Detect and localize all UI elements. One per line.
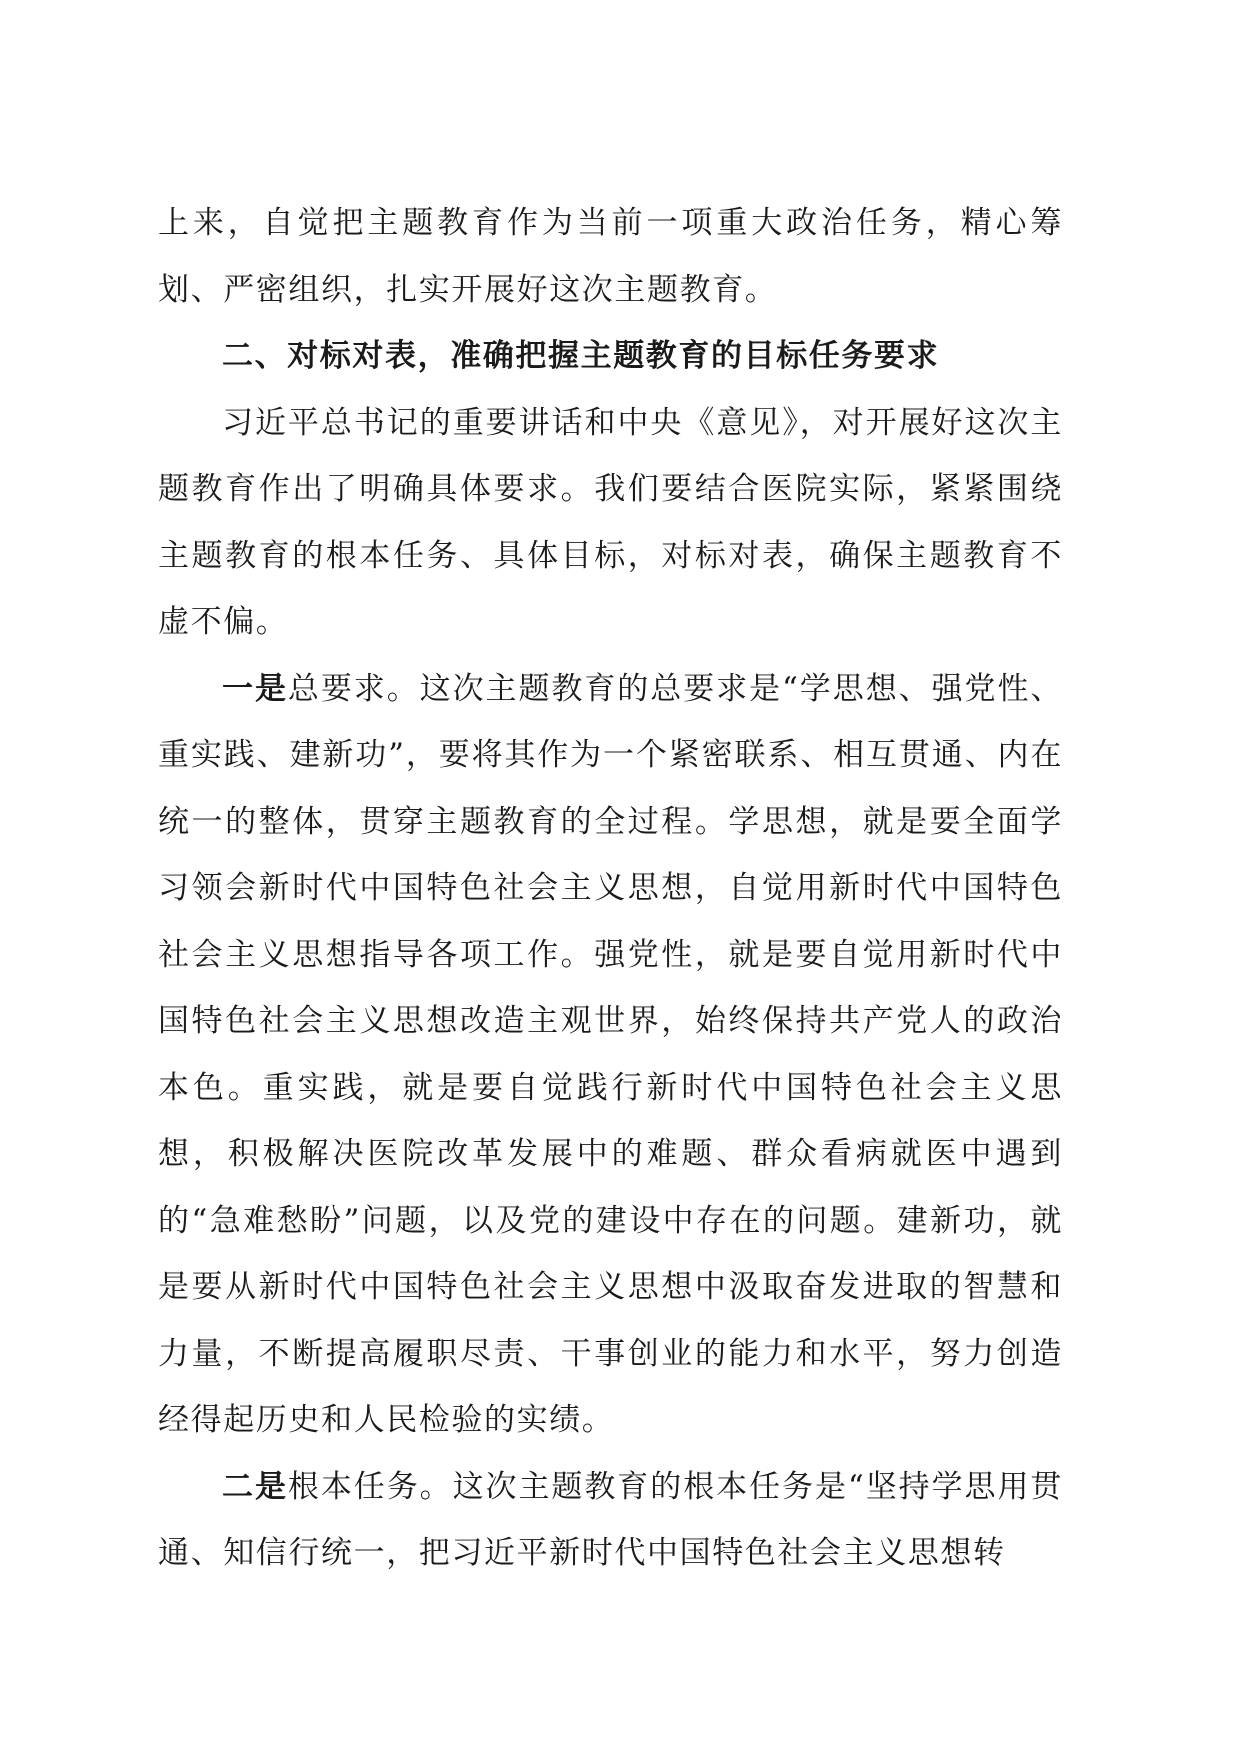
- section-heading: 二、对标对表，准确把握主题教育的目标任务要求: [222, 338, 940, 374]
- intro-paragraph: 习近平总书记的重要讲话和中央《意见》，对开展好这次主题教育作出了明确具体要求。我们要结合医院实际，紧紧围绕主题教育的根本任务、具体目标，对标对表，确保主题教育不虚不偏。: [158, 404, 1063, 640]
- document-body: [158, 190, 1063, 1587]
- point-two-lead: 二是: [222, 1468, 288, 1505]
- point-one-body: 总要求。这次主题教育的总要求是“学思想、强党性、重实践、建新功”，要将其作为一个紧密联系、相互贯通、内在统一的整体，贯穿主题教育的全过程。学思想，就是要全面学习领会新时代中国特色社会主义思想，自觉用新时代中国特色社会主义思想指导各项工作。强党性，就是要自觉用新时代中国特色社会主义思想改造主观世界，始终保持共产党人的政治本色。重实践，就是要自觉践行新时代中国特色社会主义思想，积极解决医院改革发展中的难题、群众看病就医中遇到的“急难愁盼”问题，以及党的建设中存在的问题。建新功，就是要从新时代中国特色社会主义思想中汲取奋发进取的智慧和力量，不断提高履职尽责、干事创业的能力和水平，努力创造经得起历史和人民检验的实绩。: [158, 670, 1063, 1438]
- point-one-lead: 一是: [222, 670, 288, 707]
- point-two-body: 根本任务。这次主题教育的根本任务是“坚持学思用贯通、知信行统一，把习近平新时代中国特色社会主义思想转: [158, 1468, 1063, 1571]
- point-one-paragraph: [158, 656, 1063, 1454]
- point-two-paragraph: [158, 1454, 1063, 1587]
- continuation-paragraph: 上来，自觉把主题教育作为当前一项重大政治任务，精心筹划、严密组织，扎实开展好这次主题教育。: [158, 205, 1063, 308]
